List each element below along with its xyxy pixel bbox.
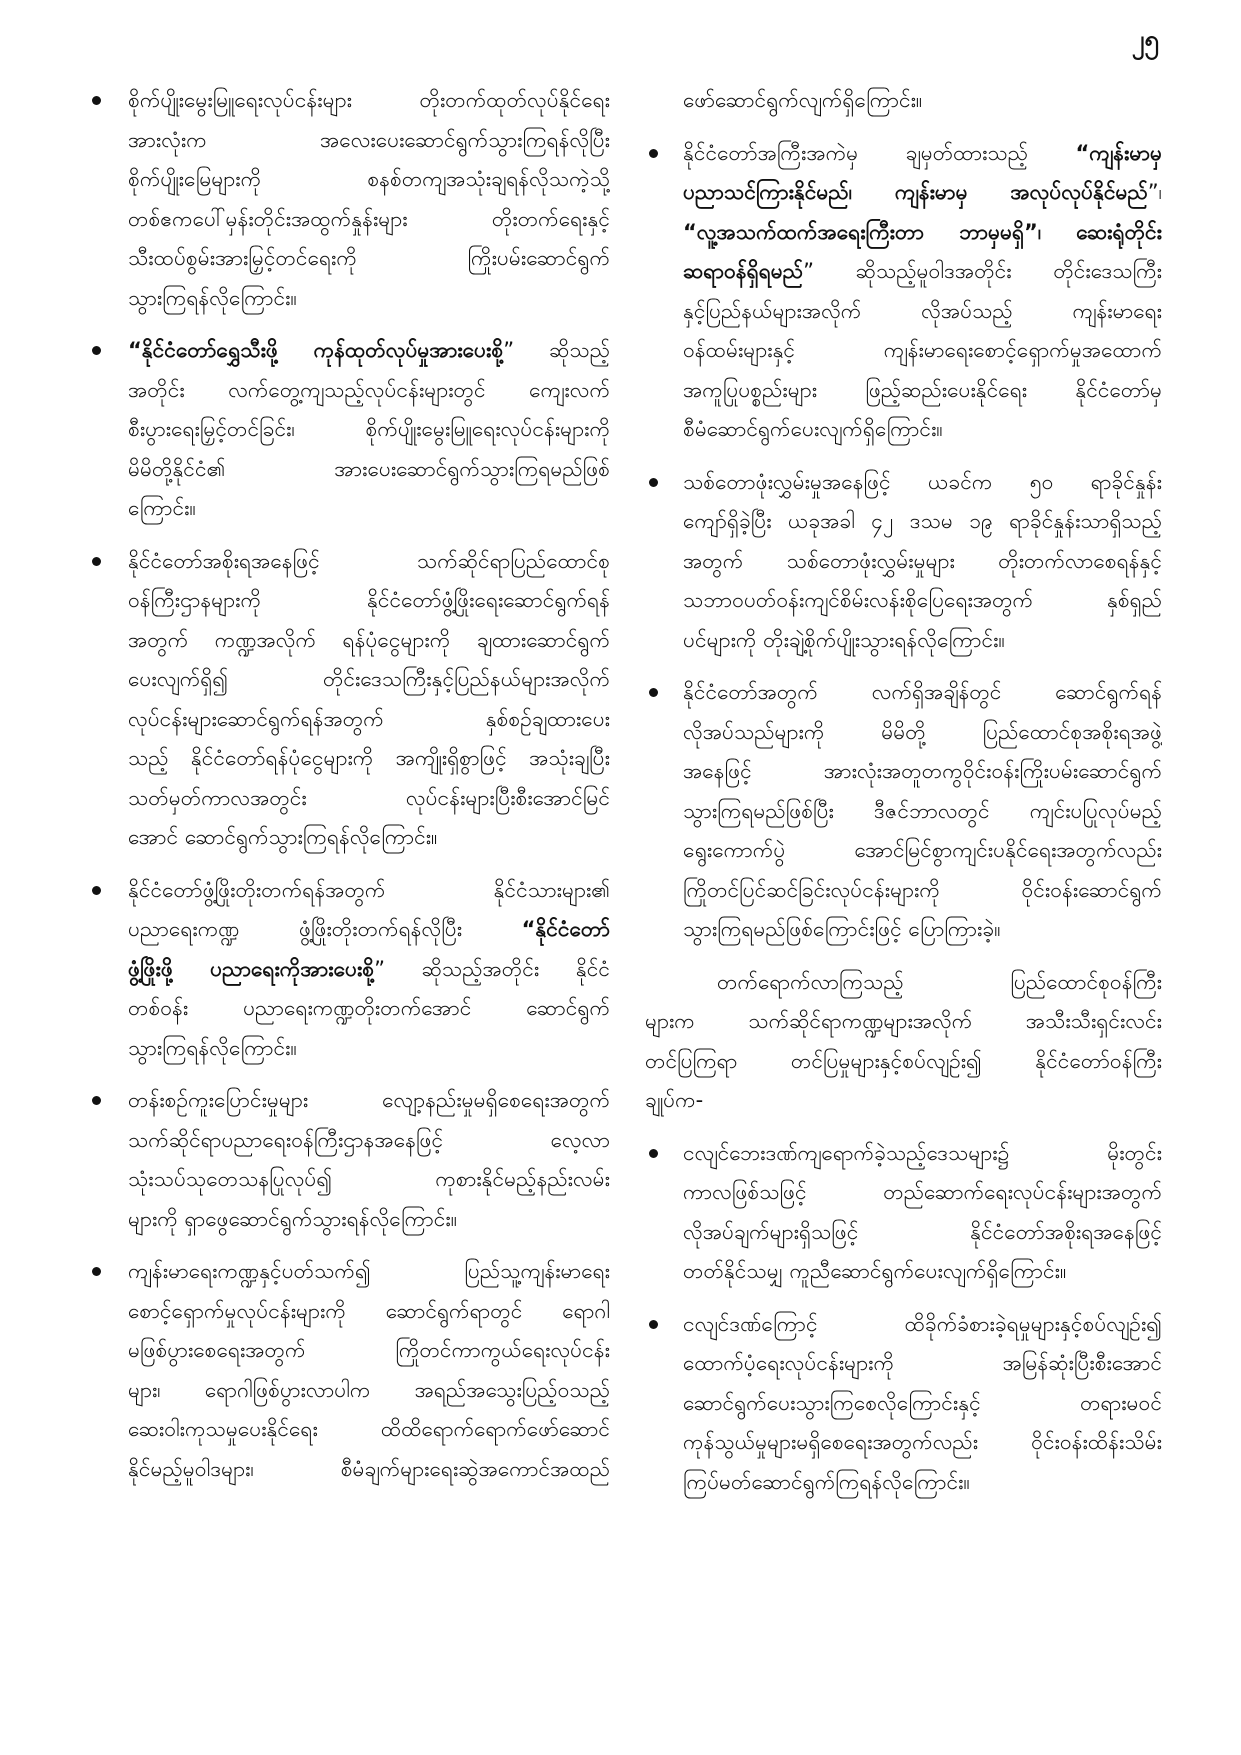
text-line: စီမံဆောင်ရွက်ပေးလျက်ရှိကြောင်း။ (683, 417, 943, 441)
bullet-item (88, 542, 610, 858)
text-line: နိုင်ငံတော်ဖွံ့ဖြိုးတိုးတက်ရန်အတွက် နိုင်ငံသားများ၏ (128, 877, 610, 902)
bullet-icon (649, 1320, 658, 1329)
text-line: မိမိတို့နိုင်ငံ၏ အားပေးဆောင်ရွက်သွားကြရမည်ဖြစ် (128, 456, 610, 481)
text-line: ရွေးကောက်ပွဲ အောင်မြင်စွာကျင်းပနိုင်ရေးအတွက်လည်း (683, 838, 1162, 862)
bullet-item (645, 1134, 1162, 1292)
text-line: ငလျင်ဒဏ်ကြောင့် ထိခိုက်ခံစားခဲ့ရမှုများနှင့်စပ်လျဉ်း၍ (683, 1311, 1162, 1336)
text-line: များကို ရှာဖွေဆောင်ရွက်သွားရန်လိုကြောင်း။ (128, 1206, 458, 1231)
text-line: ကြိုတင်ပြင်ဆင်ခြင်းလုပ်ငန်းများကို ဝိုင်းဝန်းဆောင်ရွက် (683, 877, 1162, 902)
bullet-icon (649, 688, 658, 697)
bullet-item (88, 1252, 610, 1489)
text-line: ကုန်သွယ်မှုများမရှိစေရေးအတွက်လည်း ဝိုင်းဝန်းထိန်းသိမ်း (683, 1430, 1162, 1454)
bullet-icon (649, 478, 658, 487)
text-line: ကြပ်မတ်ဆောင်ရွက်ကြရန်လိုကြောင်း။ (683, 1469, 970, 1494)
text-line: အတွက် ကဏ္ဍအလိုက် ရန်ပုံငွေများကို ချထားဆောင်ရွက် (128, 627, 610, 652)
text-line: သတ်မှတ်ကာလအတွင်း လုပ်ငန်းများပြီးစီးအောင်မြင် (128, 785, 610, 810)
text-line: ဝန်ထမ်းများနှင့် ကျန်းမာရေးစောင့်ရှောက်မှုအထောက် (683, 338, 1162, 362)
text-line: ချုပ်က- (645, 1088, 704, 1112)
text-line: ဆေးဝါးကုသမှုပေးနိုင်ရေး ထိထိရောက်ရောက်ဖော်ဆောင် (128, 1417, 610, 1441)
text-run: နိုင်ငံတော်အကြီးအကဲမှ ချမှတ်ထားသည့် (683, 140, 1076, 165)
text-line (683, 134, 1162, 174)
bullet-item (88, 331, 610, 529)
text-line: ငလျင်ဘေးဒဏ်ကျရောက်ခဲ့သည့်ဒေသများ၌ မိုးတွင်း (683, 1140, 1162, 1165)
text-line: အောင် ဆောင်ရွက်သွားကြရန်လိုကြောင်း။ (128, 825, 438, 849)
bullet-item (88, 871, 610, 1069)
text-line (683, 252, 1162, 292)
text-line: ကာလဖြစ်သဖြင့် တည်ဆောက်ရေးလုပ်ငန်းများအတွက် (683, 1180, 1162, 1204)
text-line: များ၊ ရောဂါဖြစ်ပွားလာပါက အရည်အသွေးပြည့်ဝသည့် (128, 1377, 610, 1402)
text-line: သဘာဝပတ်ဝန်းကျင်စိမ်းလန်းစိုပြေရေးအတွက် နှစ်ရှည် (683, 588, 1162, 612)
text-line: လိုအပ်သည်များကို မိမိတို့ ပြည်ထောင်စုအစိုးရအဖွဲ့ (683, 719, 1162, 744)
paragraph (645, 963, 1162, 1121)
text-line: နှင့်ပြည်နယ်များအလိုက် လိုအပ်သည့် ကျန်းမာရေး (683, 298, 1162, 323)
text-line: အနေဖြင့် အားလုံးအတူတကွဝိုင်းဝန်းကြိုးပမ်းဆောင်ရွက် (683, 759, 1162, 783)
text-line: တတ်နိုင်သမျှ ကူညီဆောင်ရွက်ပေးလျက်ရှိကြောင်း။ (683, 1259, 1067, 1283)
text-line: နိုင်ငံတော်အစိုးရအနေဖြင့် သက်ဆိုင်ရာပြည်ထောင်စု (128, 548, 610, 573)
bullet-item (645, 673, 1162, 950)
text-line (683, 173, 1162, 213)
text-line: သုံးသပ်သုတေသနပြုလုပ်၍ ကုစားနိုင်မည့်နည်းလမ်း (128, 1167, 610, 1191)
text-run: ” ဆိုသည့်မူဝါဒအတိုင်း တိုင်းဒေသကြီး (803, 259, 1162, 283)
bullet-icon (92, 557, 101, 566)
text-line: စိုက်ပျိုးမွေးမြူရေးလုပ်ငန်းများ တိုးတက်ထုတ်လုပ်နိုင်ရေး (128, 88, 610, 112)
bold-text: ဆရာဝန်ရှိရမည် (683, 259, 804, 283)
text-line (683, 213, 1162, 253)
bullet-item (645, 1305, 1162, 1503)
bullet-item (645, 134, 1162, 450)
text-run: ” ဆိုသည့်အတိုင်း နိုင်ငံ (374, 956, 610, 981)
text-line: သီးထပ်စွမ်းအားမြှင့်တင်ရေးကို ကြိုးပမ်းဆောင်ရွက် (128, 246, 610, 270)
text-line: တက်ရောက်လာကြသည့် ပြည်ထောင်စုဝန်ကြီး (717, 969, 1162, 994)
text-line: ပေးလျက်ရှိ၍ တိုင်းဒေသကြီးနှင့်ပြည်နယ်များအလိုက် (128, 667, 610, 691)
text-line: အတွက် သစ်တောဖုံးလွှမ်းမှုများ တိုးတက်လာစေရန်နှင့် (683, 548, 1162, 573)
text-line: ပင်များကို တိုးချဲ့စိုက်ပျိုးသွားရန်လိုကြောင်း။ (683, 627, 1005, 652)
text-line: နိုင်ငံတော်အတွက် လက်ရှိအချိန်တွင် ဆောင်ရွက်ရန် (683, 680, 1162, 704)
bullet-item (645, 463, 1162, 661)
left-column (88, 81, 610, 1489)
text-line: တန်းစဉ်ကူးပြောင်းမှုများ လျော့နည်းမှုမရှိစေရေးအတွက် (128, 1088, 610, 1112)
text-line: သွားကြရမည်ဖြစ်ပြီး ဒီဇင်ဘာလတွင် ကျင်းပပြုလုပ်မည့် (683, 798, 1162, 823)
text-line: သွားကြရန်လိုကြောင်း။ (128, 1035, 297, 1060)
text-line: ကျန်းမာရေးကဏ္ဍနှင့်ပတ်သက်၍ ပြည်သူ့ကျန်းမာရေး (128, 1259, 610, 1283)
text-run: ”၊ (1147, 180, 1162, 204)
text-line: လုပ်ငန်းများဆောင်ရွက်ရန်အတွက် နှစ်စဉ်ချထားပေး (128, 706, 610, 731)
bullet-icon (92, 1096, 101, 1105)
bold-text: “နိုင်ငံတော်ရွှေသီးဖို့ ကုန်ထုတ်လုပ်မှုအားပေးစို့ (128, 338, 504, 362)
bullet-icon (649, 1149, 658, 1158)
bullet-icon (92, 96, 101, 105)
text-line: တင်ပြကြရာ တင်ပြမှုများနှင့်စပ်လျဉ်း၍ နိုင်ငံတော်ဝန်ကြီး (645, 1048, 1162, 1073)
right-column (645, 81, 1162, 1502)
text-line: လိုအပ်ချက်များရှိသဖြင့် နိုင်ငံတော်အစိုးရအနေဖြင့် (683, 1219, 1162, 1244)
text-line: တစ်ဝန်း ပညာရေးကဏ္ဍတိုးတက်အောင် ဆောင်ရွက် (128, 996, 610, 1020)
text-line: ဖော်ဆောင်ရွက်လျက်ရှိကြောင်း။ (683, 88, 923, 112)
page-number: ၂၅ (1131, 25, 1159, 55)
text-line: ကြောင်း။ (128, 496, 196, 520)
text-line (128, 910, 610, 950)
text-line: ဆောင်ရွက်ပေးသွားကြစေလိုကြောင်းနှင့် တရားမဝင် (683, 1390, 1162, 1415)
text-line: မဖြစ်ပွားစေရေးအတွက် ကြိုတင်ကာကွယ်ရေးလုပ်ငန်း (128, 1338, 610, 1362)
text-line (128, 950, 610, 990)
text-line: ထောက်ပံ့ရေးလုပ်ငန်းများကို အမြန်ဆုံးပြီးစီးအောင် (683, 1351, 1162, 1375)
text-line: စိုက်ပျိုးမြေများကို စနစ်တကျအသုံးချရန်လိုသကဲ့သို့ (128, 167, 610, 191)
text-line: စောင့်ရှောက်မှုလုပ်ငန်းများကို ဆောင်ရွက်ရာတွင် ရောဂါ (128, 1298, 610, 1323)
bold-text: ဖွံ့ဖြိုးဖို့ ပညာရေးကိုအားပေးစို့ (128, 956, 375, 981)
text-line: များက သက်ဆိုင်ရာကဏ္ဍများအလိုက် အသီးသီးရှင်းလင်း (645, 1009, 1162, 1033)
text-line: ကျော်ရှိခဲ့ပြီး ယခုအခါ ၄၂ ဒသမ ၁၉ ရာခိုင်နှုန်းသာရှိသည့် (683, 509, 1162, 533)
continued-text (645, 81, 1162, 121)
text-line (128, 331, 610, 371)
text-line: သက်ဆိုင်ရာပညာရေးဝန်ကြီးဌာနအနေဖြင့် လေ့လာ (128, 1127, 610, 1152)
text-line: အားလုံးက အလေးပေးဆောင်ရွက်သွားကြရန်လိုပြီး (128, 127, 610, 152)
text-line: သစ်တောဖုံးလွှမ်းမှုအနေဖြင့် ယခင်က ၅၀ ရာခိုင်နှုန်း (683, 469, 1162, 494)
bold-text: “လူ့အသက်ထက်အရေးကြီးတာ ဘာမှမရှိ”၊ ဆေးရုံတိုင်း (683, 219, 1162, 244)
bullet-item (88, 1081, 610, 1239)
bullet-icon (92, 1267, 101, 1276)
text-line: နိုင်မည့်မူဝါဒများ၊ စီမံချက်များရေးဆွဲအကောင်အထည် (128, 1456, 610, 1481)
bold-text: “နိုင်ငံတော် (521, 917, 610, 941)
bullet-item (88, 81, 610, 318)
text-line: သည့် နိုင်ငံတော်ရန်ပုံငွေများကို အကျိုးရှိစွာဖြင့် အသုံးချပြီး (128, 746, 610, 770)
text-line: သွားကြရန်လိုကြောင်း။ (128, 285, 297, 310)
bullet-icon (649, 149, 658, 158)
text-line: အတိုင်း လက်တွေ့ကျသည့်လုပ်ငန်းများတွင် ကျေးလက် (128, 377, 610, 402)
text-line: အကူပြုပစ္စည်းများ ဖြည့်ဆည်းပေးနိုင်ရေး နိုင်ငံတော်မှ (683, 377, 1162, 402)
bullet-icon (92, 346, 101, 355)
bold-text: ပညာသင်ကြားနိုင်မည်၊ ကျန်းမာမှ အလုပ်လုပ်နိုင်မည် (683, 180, 1148, 204)
bold-text: “ကျန်းမာမှ (1075, 140, 1162, 165)
text-run: ” ဆိုသည့် (503, 338, 610, 362)
bullet-icon (92, 886, 101, 895)
text-line: ဝန်ကြီးဌာနများကို နိုင်ငံတော်ဖွံ့ဖြိုးရေးဆောင်ရွက်ရန် (128, 588, 610, 612)
text-line: စီးပွားရေးမြှင့်တင်ခြင်း၊ စိုက်ပျိုးမွေးမြူရေးလုပ်ငန်းများကို (128, 417, 610, 441)
text-line: သွားကြရမည်ဖြစ်ကြောင်းဖြင့် ပြောကြားခဲ့။ (683, 917, 1001, 941)
text-line: တစ်ဧကပေါ်မှန်းတိုင်းအထွက်နှုန်းများ တိုးတက်ရေးနှင့် (128, 206, 610, 231)
text-run: ပညာရေးကဏ္ဍ ဖွံ့ဖြိုးတိုးတက်ရန်လိုပြီး (128, 917, 522, 941)
